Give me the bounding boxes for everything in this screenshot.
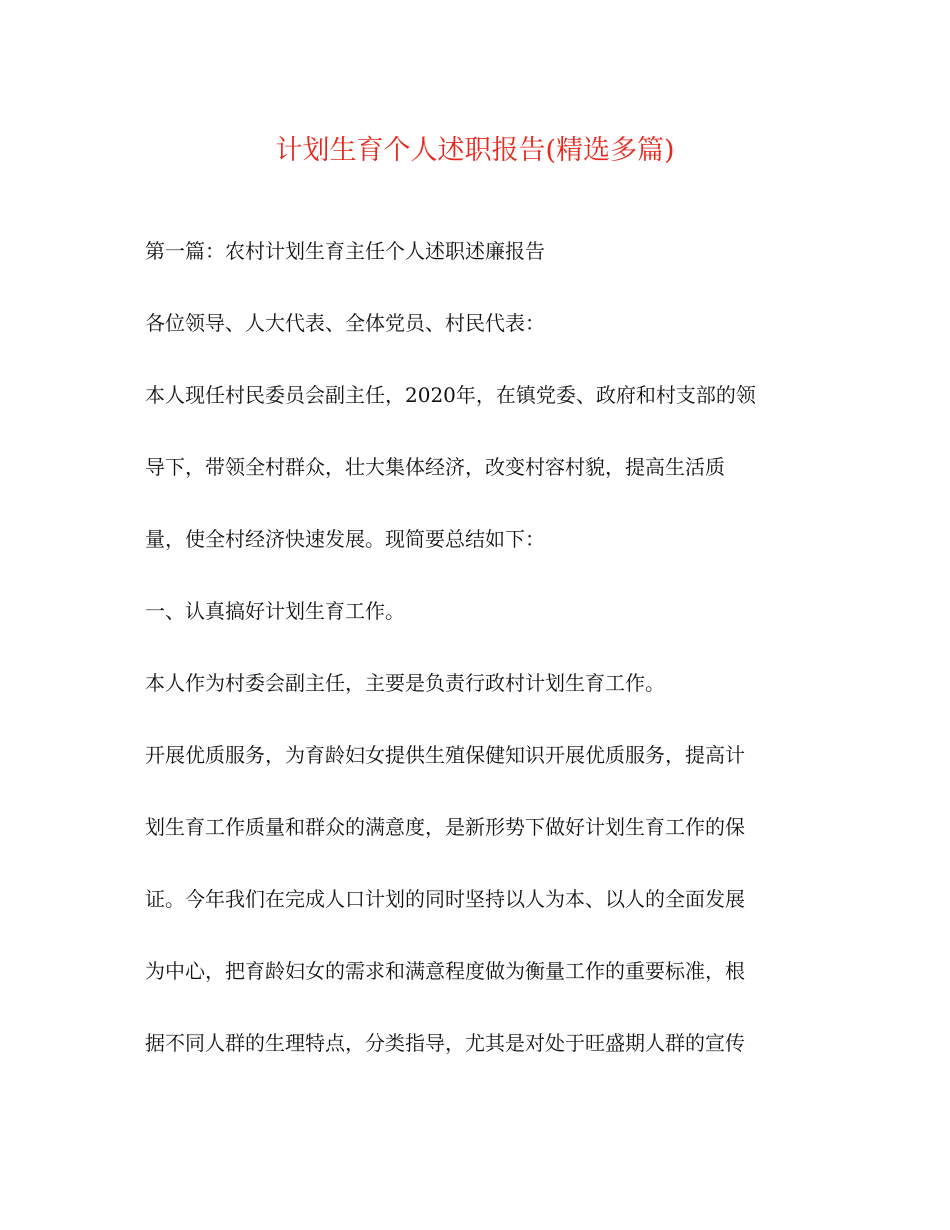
- body-line: 划生育工作质量和群众的满意度，是新形势下做好计划生育工作的保: [145, 815, 745, 839]
- body-line: 量，使全村经济快速发展。现简要总结如下：: [145, 527, 545, 551]
- body-line: 导下，带领全村群众，壮大集体经济，改变村容村貌，提高生活质: [145, 455, 725, 479]
- section-heading-first: 第一篇：农村计划生育主任个人述职述廉报告: [145, 239, 545, 263]
- salutation: 各位领导、人大代表、全体党员、村民代表：: [145, 311, 545, 335]
- document-title: 计划生育个人述职报告(精选多篇): [275, 135, 675, 166]
- body-line: 为中心，把育龄妇女的需求和满意程度做为衡量工作的重要标准，根: [145, 959, 745, 983]
- body-line: 证。今年我们在完成人口计划的同时坚持以人为本、以人的全面发展: [145, 887, 745, 911]
- body-line: 本人现任村民委员会副主任，2020年，在镇党委、政府和村支部的领: [145, 383, 756, 407]
- body-line: 本人作为村委会副主任，主要是负责行政村计划生育工作。: [145, 671, 665, 695]
- body-line: 据不同人群的生理特点，分类指导，尤其是对处于旺盛期人群的宣传: [145, 1031, 745, 1055]
- subheading-one: 一、认真搞好计划生育工作。: [145, 599, 405, 623]
- body-line: 开展优质服务，为育龄妇女提供生殖保健知识开展优质服务，提高计: [145, 743, 745, 767]
